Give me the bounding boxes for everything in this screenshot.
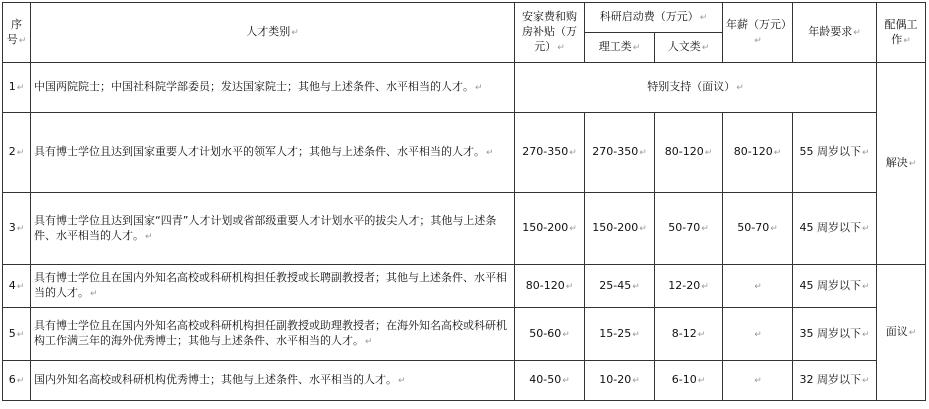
- row-humanities: 8-12↵: [655, 308, 723, 361]
- paragraph-mark: ↵: [754, 281, 762, 292]
- row-age: 55 周岁以下↵: [793, 113, 877, 193]
- row-category: 具有博士学位且达到国家重要人才计划水平的领军人才；其他与上述条件、水平相当的人才。↵: [31, 113, 515, 193]
- row-salary: [723, 361, 793, 401]
- row-age: 45 周岁以下↵: [793, 193, 877, 265]
- paragraph-mark: ↵: [639, 148, 647, 158]
- table-row: [3, 308, 926, 361]
- row-humanities: 12-20↵: [655, 265, 723, 308]
- row-salary: [723, 308, 793, 361]
- paragraph-mark: ↵: [908, 328, 917, 338]
- paragraph-mark: ↵: [697, 376, 706, 386]
- row-category: 具有博士学位且在国内外知名高校或科研机构担任副教授或助理教授者；在海外知名高校或科研机构工作满三年的海外优秀博士；其他与上述条件、水平相当的人才。↵: [31, 308, 515, 361]
- paragraph-mark: ↵: [861, 376, 870, 386]
- paragraph-mark: ↵: [632, 43, 641, 53]
- paragraph-mark: ↵: [569, 224, 577, 234]
- paragraph-mark: ↵: [754, 329, 762, 340]
- paragraph-mark: ↵: [16, 281, 25, 292]
- paragraph-mark: ↵: [562, 329, 570, 340]
- header-settle: 安家费和购房补贴（万元）↵: [515, 3, 585, 63]
- paragraph-mark: ↵: [861, 224, 870, 234]
- paragraph-mark: ↵: [565, 281, 574, 292]
- header-age: 年龄要求↵: [793, 3, 877, 63]
- paragraph-mark: ↵: [398, 376, 406, 386]
- paragraph-mark: ↵: [16, 376, 25, 386]
- header-salary: 年薪（万元）↵: [723, 3, 793, 63]
- special-support-cell: 特别支持（面议）↵: [515, 63, 877, 113]
- header-research: 科研启动费（万元）↵: [585, 3, 723, 33]
- row-seq: 4↵: [3, 265, 31, 308]
- header-row-top: [3, 3, 926, 33]
- paragraph-mark: ↵: [486, 148, 494, 158]
- row-category: 具有博士学位且达到国家“四青”人才计划或省部级重要人才计划水平的拔尖人才；其他与上述条件、水平相当的人才。↵: [31, 193, 515, 265]
- row-humanities: 50-70↵: [655, 193, 723, 265]
- paragraph-mark: ↵: [639, 224, 647, 234]
- paragraph-mark: ↵: [861, 281, 870, 292]
- paragraph-mark: ↵: [562, 376, 570, 386]
- paragraph-mark: ↵: [754, 376, 762, 386]
- paragraph-mark: ↵: [90, 289, 98, 299]
- row-settle: 150-200↵: [515, 193, 585, 265]
- row-science: 25-45↵: [585, 265, 655, 308]
- paragraph-mark: ↵: [145, 231, 153, 242]
- spouse-cell-resolve: 解决↵: [877, 63, 926, 265]
- row-age: 35 周岁以下↵: [793, 308, 877, 361]
- row-seq: 6↵: [3, 361, 31, 401]
- row-salary: [723, 265, 793, 308]
- paragraph-mark: ↵: [701, 281, 709, 292]
- paragraph-mark: ↵: [697, 329, 706, 340]
- table-row: [3, 193, 926, 265]
- row-settle: 40-50↵: [515, 361, 585, 401]
- paragraph-mark: ↵: [557, 43, 565, 53]
- spouse-cell-negotiable: 面议↵: [877, 265, 926, 401]
- row-humanities: 80-120↵: [655, 113, 723, 193]
- row-settle: 270-350↵: [515, 113, 585, 193]
- paragraph-mark: ↵: [736, 83, 744, 93]
- paragraph-mark: ↵: [18, 35, 27, 46]
- row-humanities: 6-10↵: [655, 361, 723, 401]
- table-row: [3, 63, 926, 113]
- row-science: 15-25↵: [585, 308, 655, 361]
- row-seq: 2↵: [3, 113, 31, 193]
- row-seq: 5↵: [3, 308, 31, 361]
- row-seq: 1↵: [3, 63, 31, 113]
- paragraph-mark: ↵: [908, 159, 917, 169]
- paragraph-mark: ↵: [903, 35, 911, 46]
- paragraph-mark: ↵: [704, 148, 713, 158]
- row-settle: 80-120↵: [515, 265, 585, 308]
- paragraph-mark: ↵: [773, 148, 782, 158]
- paragraph-mark: ↵: [699, 13, 708, 23]
- row-category: 具有博士学位且在国内外知名高校或科研机构担任教授或长聘副教授者；其他与上述条件、水平相当的人才。↵: [31, 265, 515, 308]
- row-age: 45 周岁以下↵: [793, 265, 877, 308]
- row-seq: 3↵: [3, 193, 31, 265]
- header-humanities: 人文类↵: [655, 33, 723, 63]
- row-salary: 80-120↵: [723, 113, 793, 193]
- row-category: 国内外知名高校或科研机构优秀博士；其他与上述条件、水平相当的人才。↵: [31, 361, 515, 401]
- paragraph-mark: ↵: [16, 148, 25, 158]
- row-salary: 50-70↵: [723, 193, 793, 265]
- talent-policy-table: [2, 2, 926, 401]
- paragraph-mark: ↵: [632, 376, 640, 386]
- header-spouse: 配偶工作↵: [877, 3, 926, 63]
- paragraph-mark: ↵: [853, 28, 861, 38]
- paragraph-mark: ↵: [569, 148, 577, 158]
- paragraph-mark: ↵: [861, 329, 870, 340]
- paragraph-mark: ↵: [701, 43, 710, 53]
- header-category: 人才类别↵: [31, 3, 515, 63]
- paragraph-mark: ↵: [16, 329, 25, 340]
- row-age: 32 周岁以下↵: [793, 361, 877, 401]
- paragraph-mark: ↵: [770, 224, 778, 234]
- header-science: 理工类↵: [585, 33, 655, 63]
- paragraph-mark: ↵: [16, 83, 25, 93]
- row-science: 10-20↵: [585, 361, 655, 401]
- row-science: 150-200↵: [585, 193, 655, 265]
- table-row: [3, 265, 926, 308]
- paragraph-mark: ↵: [291, 28, 299, 38]
- paragraph-mark: ↵: [365, 337, 373, 347]
- paragraph-mark: ↵: [16, 224, 25, 234]
- paragraph-mark: ↵: [861, 148, 870, 158]
- paragraph-mark: ↵: [475, 83, 483, 93]
- paragraph-mark: ↵: [632, 281, 640, 292]
- row-category: 中国两院院士；中国社科院学部委员；发达国家院士；其他与上述条件、水平相当的人才。↵: [31, 63, 515, 113]
- paragraph-mark: ↵: [754, 35, 762, 46]
- row-science: 270-350↵: [585, 113, 655, 193]
- paragraph-mark: ↵: [632, 329, 640, 340]
- row-settle: 50-60↵: [515, 308, 585, 361]
- header-seq: 序号↵: [3, 3, 31, 63]
- paragraph-mark: ↵: [701, 224, 709, 234]
- table-row: [3, 113, 926, 193]
- table-row: [3, 361, 926, 401]
